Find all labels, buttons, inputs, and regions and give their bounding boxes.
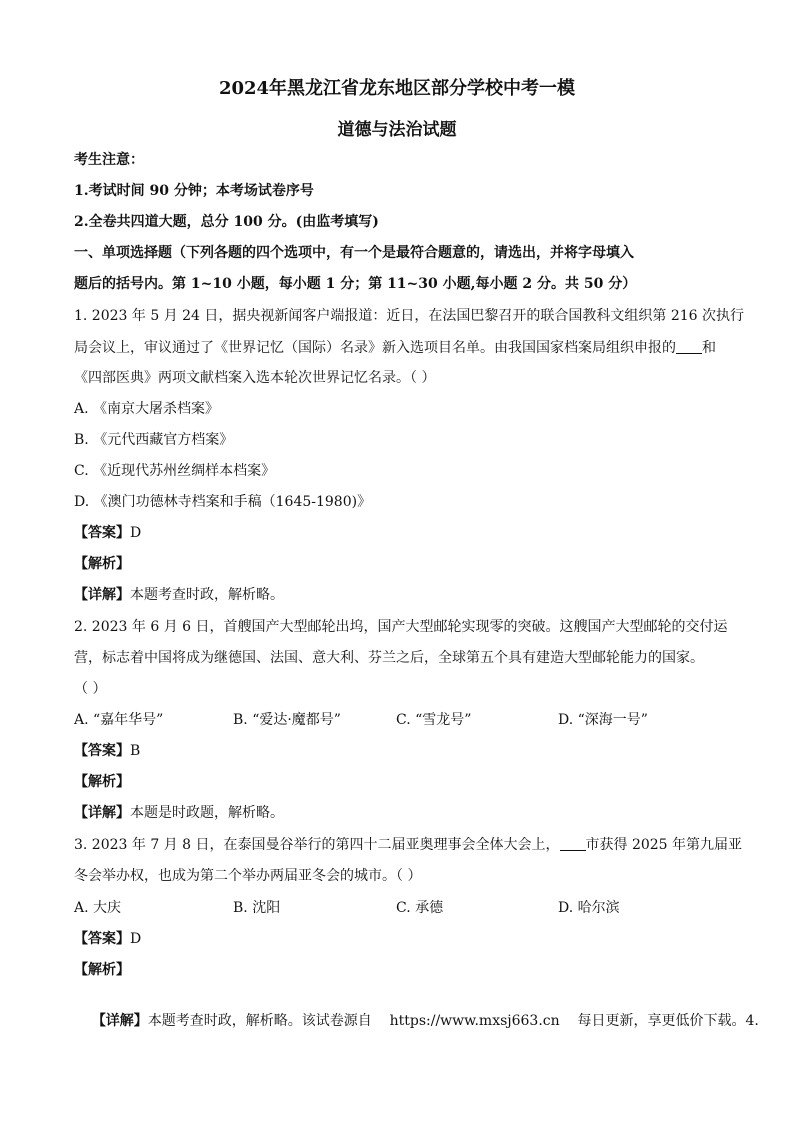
q3-detail-text: 本题考查时政，解析略。该试卷源自 https://www.mxsj663.cn 每日更新，享更低价下载。4. — [147, 1013, 759, 1029]
q3-option-c: C. 承德 — [396, 900, 444, 916]
q1-detail — [74, 585, 284, 605]
q1-line-1: 1. 2023 年 5 月 24 日，据央视新闻客户端报道：近日，在法国巴黎召开的联合国教科文组织第 216 次执行 — [74, 308, 745, 324]
q2-detail-text: 本题是时政题，解析略。 — [130, 805, 284, 821]
q3-option-d: D. 哈尔滨 — [558, 900, 620, 916]
q1-analysis: 【解析】 — [74, 556, 130, 572]
q2-line-2: 营，标志着中国将成为继德国、法国、意大利、芬兰之后，全球第五个具有建造大型邮轮能力的国家。 — [74, 650, 704, 666]
q2-analysis: 【解析】 — [74, 774, 130, 790]
q1-line-2 — [74, 338, 716, 358]
q2-option-d: D. “深海一号” — [558, 712, 648, 728]
q3-detail-label: 【详解】 — [91, 1013, 148, 1029]
q3-option-b: B. 沈阳 — [233, 900, 281, 916]
q1-option-b: B. 《元代西藏官方档案》 — [74, 432, 234, 448]
q2-option-c: C. “雪龙号” — [396, 712, 472, 728]
q1-answer-value: D — [130, 525, 142, 541]
q2-detail-label: 【详解】 — [74, 805, 130, 821]
section-heading-line-2: 题后的括号内。第 1~10 小题，每小题 1 分；第 11~30 小题,每小题 2 分。共 50 分） — [74, 276, 637, 292]
q1-option-c: C. 《近现代苏州丝绸样本档案》 — [74, 463, 276, 479]
q1-blank — [676, 339, 702, 354]
q3-detail — [74, 991, 759, 1051]
q1-option-d: D. 《澳门功德林寺档案和手稿（1645-1980)》 — [74, 494, 372, 510]
q2-option-a: A. “嘉年华号” — [74, 712, 164, 728]
q3-option-a: A. 大庆 — [74, 900, 122, 916]
q2-line-1: 2. 2023 年 6 月 6 日，首艘国产大型邮轮出坞，国产大型邮轮实现零的突破。这艘国产大型邮轮的交付运 — [74, 619, 728, 635]
q2-answer-value: B — [130, 743, 141, 759]
q3-answer-label: 【答案】 — [74, 931, 130, 947]
q3-analysis: 【解析】 — [74, 962, 130, 978]
q2-option-b: B. “爱达·魔都号” — [233, 712, 341, 728]
q1-answer — [74, 523, 141, 543]
q3-answer-value: D — [130, 931, 142, 947]
section-heading-line-1: 一、单项选择题（下列各题的四个选项中，有一个是最符合题意的，请选出，并将字母填入 — [74, 245, 634, 261]
q3-line-2: 冬会举办权，也成为第二个举办两届亚冬会的城市。（ ） — [74, 868, 422, 884]
q2-line-3: （ ） — [74, 681, 107, 697]
q3-blank — [560, 836, 586, 851]
q3-answer — [74, 929, 141, 949]
q1-detail-text: 本题考查时政，解析略。 — [130, 587, 284, 603]
q3-line-1-text: 3. 2023 年 7 月 8 日，在泰国曼谷举行的第四十二届亚奥理事会全体大会上， — [74, 837, 560, 853]
page-title: 2024年黑龙江省龙东地区部分学校中考一模 — [218, 78, 576, 99]
notice-heading: 考生注意： — [74, 152, 144, 168]
q1-option-a: A. 《南京大屠杀档案》 — [74, 401, 220, 417]
q2-detail — [74, 803, 284, 823]
q3-line-1 — [74, 835, 742, 855]
q1-line-3: 《四部医典》两项文献档案入选本轮次世界记忆名录。（ ） — [74, 370, 436, 386]
notice-item-2: 2.全卷共四道大题，总分 100 分。(由监考填写) — [74, 214, 379, 230]
page-subtitle: 道德与法治试题 — [337, 120, 457, 140]
q3-line-1-tail: 市获得 2025 年第九届亚 — [585, 837, 743, 853]
notice-item-1: 1.考试时间 90 分钟；本考场试卷序号 — [74, 183, 314, 199]
q1-line-2-text: 局会议上，审议通过了《世界记忆（国际）名录》新入选项目名单。由我国国家档案局组织申报的 — [74, 340, 676, 356]
q1-line-2-tail: 和 — [702, 340, 716, 356]
q2-answer — [74, 741, 140, 761]
q1-answer-label: 【答案】 — [74, 525, 130, 541]
q2-answer-label: 【答案】 — [74, 743, 130, 759]
q1-detail-label: 【详解】 — [74, 587, 130, 603]
